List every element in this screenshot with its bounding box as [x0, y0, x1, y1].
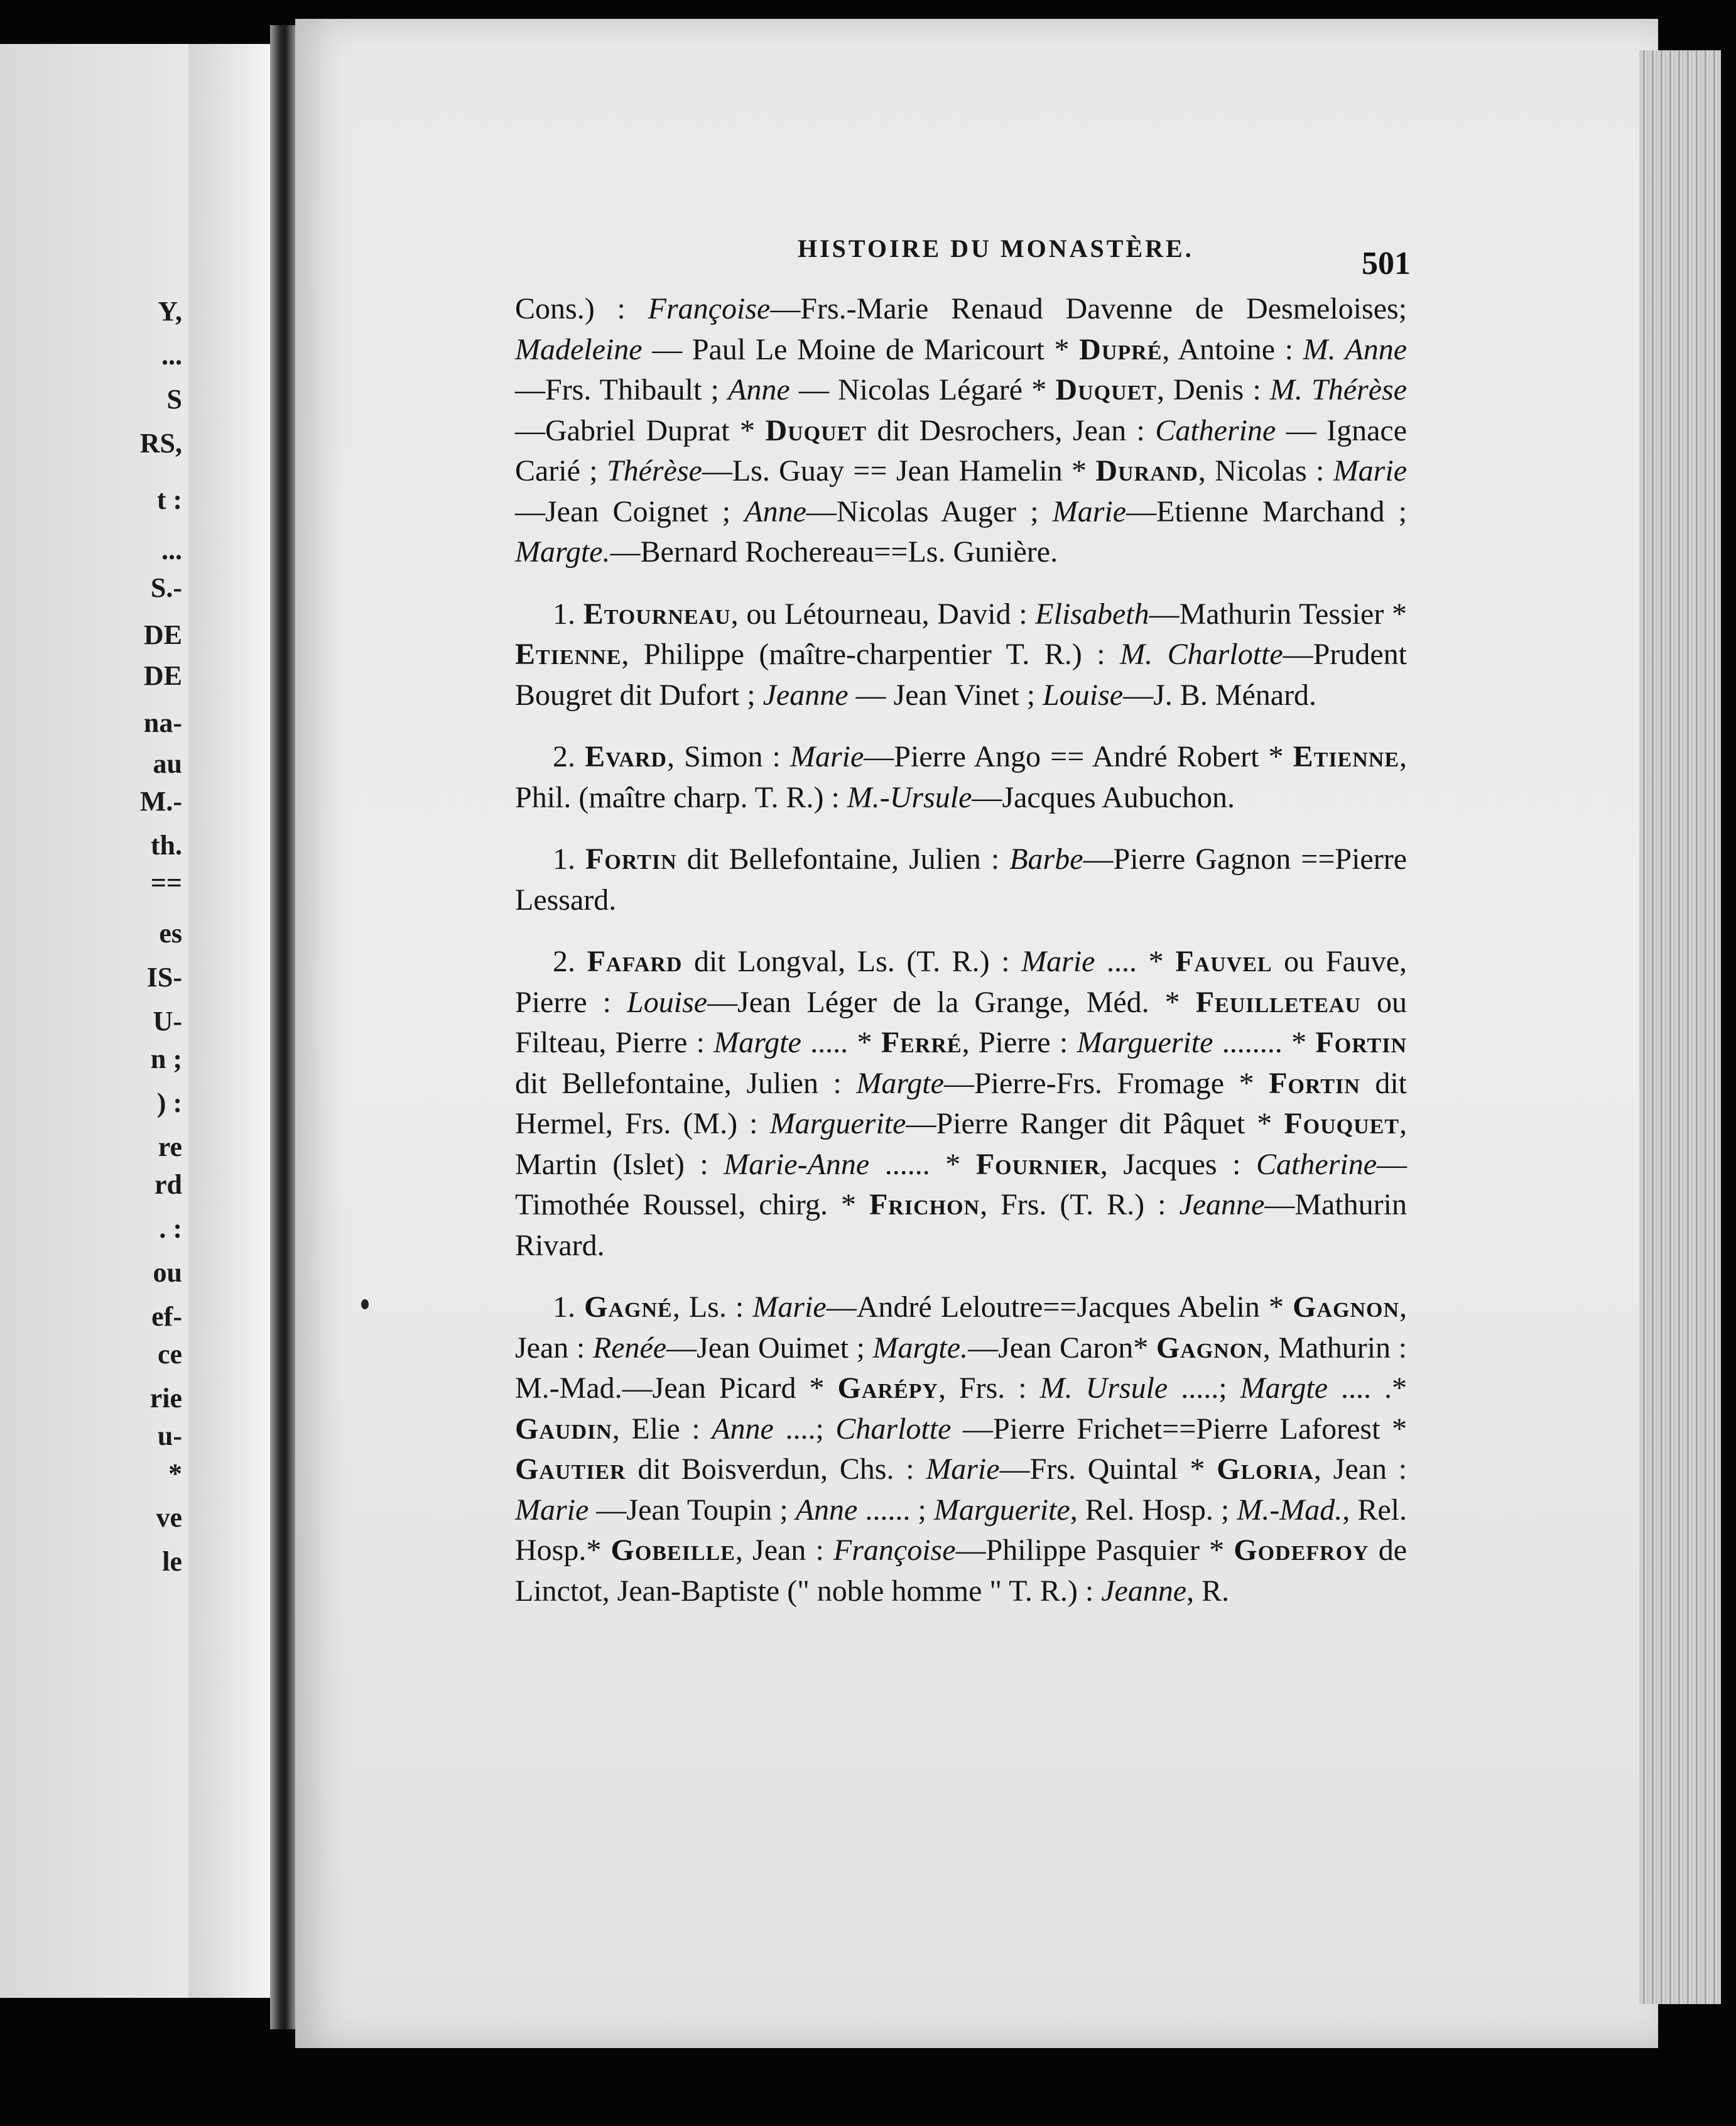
- text-run: ou Filteau, Pierre :: [515, 985, 1408, 1059]
- italic-name: Jeanne: [1101, 1574, 1187, 1608]
- book-gutter: [270, 25, 295, 2029]
- italic-name: M. Thérèse: [1269, 373, 1407, 406]
- page-edges-stack: [1639, 50, 1721, 2004]
- text-run: —Pierre Gagnon ==Pierre Lessard.: [515, 842, 1408, 917]
- running-title: HISTOIRE DU MONASTÈRE.: [798, 234, 1194, 263]
- italic-name: M.-Mad.: [1237, 1493, 1343, 1527]
- left-page-fragment: na-: [143, 707, 182, 738]
- text-run: —Etienne Marchand ;: [1126, 494, 1408, 528]
- italic-name: Anne: [712, 1412, 774, 1446]
- text-run: —André Leloutre==Jacques Abelin *: [826, 1290, 1293, 1324]
- text-run: , Frs. (T. R.) :: [980, 1188, 1180, 1221]
- left-page-fragment: t :: [156, 484, 182, 515]
- surname-small-caps: Gobeille: [610, 1534, 735, 1567]
- text-run: —Pierre Ango == André Robert *: [864, 740, 1293, 773]
- text-run: , Ls. :: [672, 1290, 753, 1324]
- text-run: , Mathurin : M.-Mad.—Jean Picard *: [515, 1331, 1408, 1405]
- text-run: —Jacques Aubuchon.: [972, 780, 1235, 814]
- text-run: ...... *: [869, 1147, 976, 1181]
- left-page-fragment: re: [158, 1131, 182, 1162]
- italic-name: Elisabeth: [1035, 597, 1149, 631]
- surname-small-caps: Durand: [1095, 454, 1198, 488]
- text-run: ....;: [773, 1412, 836, 1446]
- text-run: , Jacques :: [1100, 1147, 1257, 1181]
- italic-name: Margte: [713, 1026, 801, 1059]
- left-page-fragment: . :: [159, 1213, 182, 1244]
- left-page-fragment: ) :: [156, 1088, 182, 1118]
- italic-name: M. Ursule: [1039, 1371, 1168, 1405]
- text-run: dit Hermel, Frs. (M.) :: [515, 1066, 1408, 1140]
- italic-name: Marguerite: [769, 1107, 906, 1140]
- ink-speck: [361, 1299, 369, 1309]
- surname-small-caps: Evard: [585, 740, 667, 773]
- text-run: , Jean :: [515, 1290, 1407, 1365]
- text-run: , Elie :: [612, 1412, 712, 1446]
- text-run: dit Desrochers, Jean :: [867, 413, 1156, 447]
- left-page-fragment: rie: [149, 1383, 182, 1414]
- italic-name: Madeleine: [515, 332, 643, 366]
- surname-small-caps: Gloria: [1217, 1453, 1314, 1486]
- left-page-fragment: RS,: [139, 428, 182, 459]
- italic-name: Jeanne: [762, 678, 849, 712]
- left-page-fragment: es: [159, 918, 182, 949]
- text-run: —Jean Léger de la Grange, Méd. *: [707, 985, 1196, 1019]
- text-run: dit Bellefontaine, Julien :: [676, 842, 1010, 876]
- page-body: [515, 289, 1407, 1633]
- italic-name: Marie: [1052, 494, 1127, 528]
- surname-small-caps: Fortin: [585, 842, 677, 876]
- text-run: 2.: [553, 740, 585, 773]
- italic-name: Marie: [515, 1493, 589, 1527]
- italic-name: Louise: [1043, 678, 1124, 712]
- text-run: —Frs. Quintal *: [999, 1453, 1217, 1486]
- left-page-fragment: au: [153, 748, 182, 779]
- left-page-fragment: le: [162, 1546, 182, 1577]
- text-run: ...... ;: [857, 1493, 934, 1527]
- text-run: de Linctot, Jean-Baptiste (" noble homme " T. R.) :: [515, 1534, 1408, 1608]
- surname-small-caps: Fortin: [1269, 1066, 1360, 1100]
- text-run: —Pierre-Frs. Fromage *: [943, 1066, 1269, 1100]
- text-run: .... *: [1095, 945, 1176, 978]
- italic-name: Marie: [789, 740, 864, 773]
- text-run: —Jean Toupin ;: [589, 1493, 796, 1527]
- left-page-fragment: n ;: [150, 1044, 182, 1074]
- surname-small-caps: Feuilleteau: [1195, 985, 1361, 1019]
- text-run: — Nicolas Légaré *: [789, 373, 1056, 406]
- text-run: , Denis :: [1156, 373, 1270, 406]
- text-run: —Pierre Ranger dit Pâquet *: [906, 1107, 1284, 1140]
- text-run: dit Bellefontaine, Julien :: [515, 1066, 857, 1100]
- text-run: , Phil. (maître charp. T. R.) :: [515, 740, 1408, 814]
- italic-name: Marie: [1021, 945, 1095, 978]
- paragraph-fafard: [515, 942, 1407, 1266]
- surname-small-caps: Fauvel: [1175, 945, 1272, 978]
- surname-small-caps: Ferré: [881, 1026, 962, 1059]
- italic-name: Françoise: [648, 292, 771, 325]
- left-page-fragment: S.-: [150, 572, 182, 603]
- left-page-fragment: ve: [156, 1502, 182, 1533]
- italic-name: Marguerite: [1077, 1026, 1213, 1059]
- text-run: 1.: [553, 1290, 585, 1324]
- left-page-fragment: Y,: [158, 296, 182, 327]
- surname-small-caps: Fouquet: [1284, 1107, 1400, 1140]
- text-run: .... .*: [1328, 1371, 1408, 1405]
- left-page-fragment: DE: [143, 660, 182, 691]
- italic-name: Françoise: [833, 1534, 956, 1567]
- surname-small-caps: Duquet: [765, 413, 867, 447]
- surname-small-caps: Etienne: [515, 638, 622, 671]
- italic-name: Margte.: [515, 535, 610, 569]
- italic-name: M. Anne: [1303, 332, 1408, 366]
- left-page-fragment: rd: [155, 1169, 182, 1200]
- text-run: —Timothée Roussel, chirg. *: [515, 1147, 1408, 1221]
- surname-small-caps: Dupré: [1079, 332, 1163, 366]
- text-run: — Paul Le Moine de Maricourt *: [642, 332, 1080, 366]
- text-run: —Frs.-Marie Renaud Davenne de Desmeloises;: [770, 292, 1408, 325]
- text-run: , Frs. :: [938, 1371, 1040, 1405]
- text-run: , Rel. Hosp.*: [515, 1493, 1408, 1567]
- surname-small-caps: Frichon: [869, 1188, 980, 1221]
- text-run: , Jean :: [1313, 1453, 1408, 1486]
- text-run: —Pierre Frichet==Pierre Laforest *: [951, 1412, 1407, 1446]
- text-run: —Mathurin Rivard.: [515, 1188, 1407, 1262]
- text-run: , Nicolas :: [1198, 454, 1333, 488]
- text-run: —Gabriel Duprat *: [515, 413, 766, 447]
- text-run: , Simon :: [666, 740, 790, 773]
- left-page-margin: [188, 44, 270, 1998]
- italic-name: Anne: [795, 1493, 858, 1527]
- paragraph-evard: [515, 737, 1407, 818]
- italic-name: Renée: [592, 1331, 667, 1365]
- left-page-fragment: DE: [143, 619, 182, 650]
- paragraph-cons: [515, 289, 1407, 573]
- left-page-fragment: ...: [161, 340, 182, 371]
- left-page: [0, 44, 270, 1998]
- text-run: — Ignace Carié ;: [515, 413, 1408, 488]
- surname-small-caps: Fortin: [1315, 1026, 1408, 1059]
- italic-name: Barbe: [1009, 842, 1083, 876]
- surname-small-caps: Gaudin: [515, 1412, 612, 1446]
- text-run: —Bernard Rochereau==Ls. Gunière.: [610, 535, 1058, 569]
- text-run: — Jean Vinet ;: [848, 678, 1043, 712]
- italic-name: Marie-Anne: [724, 1147, 870, 1181]
- italic-name: M. Charlotte: [1120, 638, 1283, 671]
- text-run: Cons.) :: [515, 292, 648, 325]
- text-run: , Rel. Hosp. ;: [1070, 1493, 1237, 1527]
- text-run: —Jean Coignet ;: [515, 494, 745, 528]
- text-run: —Ls. Guay == Jean Hamelin *: [702, 454, 1096, 488]
- surname-small-caps: Gagnon: [1156, 1331, 1263, 1365]
- surname-small-caps: Gautier: [515, 1453, 626, 1486]
- left-page-fragment: ef-: [151, 1301, 182, 1332]
- left-page-fragment: *: [168, 1458, 182, 1489]
- text-run: ..... *: [801, 1026, 881, 1059]
- paragraph-etourneau: [515, 594, 1407, 716]
- surname-small-caps: Gagné: [584, 1290, 673, 1324]
- italic-name: Charlotte: [835, 1412, 952, 1446]
- italic-name: Marguerite: [933, 1493, 1070, 1527]
- text-run: —Jean Caron*: [968, 1331, 1156, 1365]
- left-page-fragment: ce: [157, 1339, 182, 1370]
- left-page-fragment: ...: [161, 535, 182, 565]
- text-run: —Frs. Thibault ;: [515, 373, 729, 406]
- italic-name: Margte: [856, 1066, 944, 1100]
- surname-small-caps: Duquet: [1055, 373, 1157, 406]
- left-page-fragment: M.-: [139, 786, 182, 817]
- italic-name: Anne: [728, 373, 790, 406]
- page-number: 501: [1362, 246, 1411, 281]
- text-run: —J. B. Ménard.: [1123, 678, 1317, 712]
- left-page-fragment: S: [166, 384, 182, 415]
- surname-small-caps: Garépy: [837, 1371, 938, 1405]
- text-run: , ou Létourneau, David :: [730, 597, 1036, 631]
- text-run: —Nicolas Auger ;: [806, 494, 1053, 528]
- text-run: , Martin (Islet) :: [515, 1107, 1408, 1181]
- left-page-fragment: u-: [157, 1420, 182, 1451]
- text-run: ........ *: [1213, 1026, 1316, 1059]
- italic-name: Catherine: [1256, 1147, 1377, 1181]
- text-run: , Antoine :: [1162, 332, 1303, 366]
- left-page-fragment: ou: [153, 1257, 182, 1288]
- text-run: —Philippe Pasquier *: [955, 1534, 1234, 1567]
- italic-name: Margte: [1240, 1371, 1328, 1405]
- left-page-fragment: IS-: [146, 962, 182, 993]
- paragraph-gagne: [515, 1287, 1407, 1611]
- left-page-fragment: ==: [150, 868, 182, 898]
- italic-name: M.-Ursule: [847, 780, 972, 814]
- surname-small-caps: Etienne: [1293, 740, 1400, 773]
- left-page-fragment: th.: [150, 830, 182, 861]
- italic-name: Anne: [744, 494, 806, 528]
- text-run: —Mathurin Tessier *: [1149, 597, 1408, 631]
- text-run: , Philippe (maître-charpentier T. R.) :: [621, 638, 1120, 671]
- surname-small-caps: Gagnon: [1293, 1290, 1399, 1324]
- text-run: —Jean Ouimet ;: [666, 1331, 873, 1365]
- italic-name: Marie: [926, 1453, 1000, 1486]
- paragraph-fortin: [515, 839, 1407, 920]
- italic-name: Margte.: [872, 1331, 968, 1365]
- text-run: —Prudent Bougret dit Dufort ;: [515, 638, 1407, 712]
- text-run: dit Longval, Ls. (T. R.) :: [682, 945, 1022, 978]
- text-run: ou Fauve, Pierre :: [515, 945, 1408, 1019]
- text-run: dit Boisverdun, Chs. :: [626, 1453, 926, 1486]
- surname-small-caps: Godefroy: [1234, 1534, 1369, 1567]
- text-run: .....;: [1168, 1371, 1240, 1405]
- text-run: 1.: [553, 842, 586, 876]
- italic-name: Jeanne: [1179, 1188, 1265, 1221]
- text-run: 1.: [553, 597, 583, 631]
- italic-name: Thérèse: [606, 454, 702, 488]
- surname-small-caps: Fournier: [975, 1147, 1100, 1181]
- italic-name: Marie: [1333, 454, 1407, 488]
- text-run: , Pierre :: [962, 1026, 1077, 1059]
- italic-name: Louise: [627, 985, 708, 1019]
- text-run: , Jean :: [735, 1534, 833, 1567]
- surname-small-caps: Fafard: [587, 945, 683, 978]
- italic-name: Catherine: [1155, 413, 1276, 447]
- surname-small-caps: Etourneau: [583, 597, 731, 631]
- left-page-fragment: U-: [153, 1006, 182, 1037]
- text-run: 2.: [553, 945, 587, 978]
- text-run: , R.: [1186, 1574, 1230, 1608]
- italic-name: Marie: [752, 1290, 827, 1324]
